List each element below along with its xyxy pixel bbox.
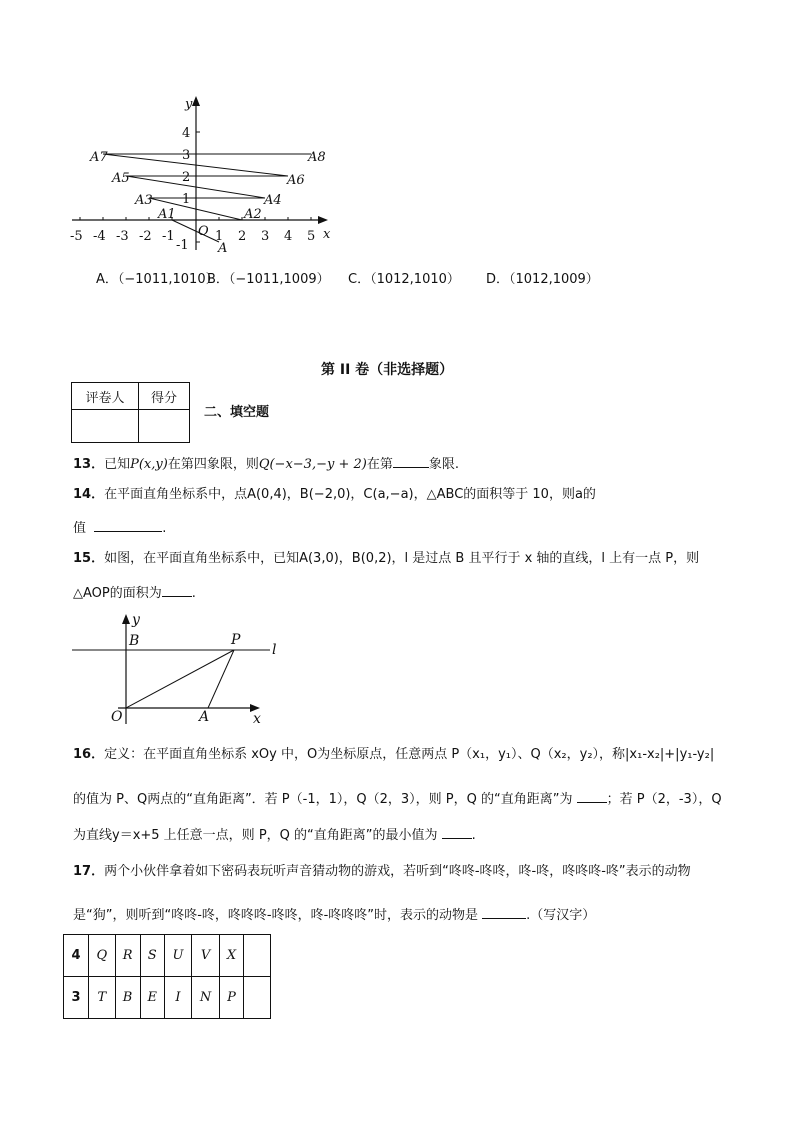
x-tick-label: 5 [307,229,316,244]
y-axis-label: y [185,97,193,112]
x-tick-label: -2 [139,229,152,244]
q13-point-p: P(x,y) [130,457,168,472]
question-17-line1 [73,864,691,880]
table-cell: B [115,977,140,1019]
question-number: 14． [73,487,105,502]
segment-op [126,650,234,708]
x-tick-label: -1 [162,229,175,244]
question-15-line1 [73,551,699,567]
question-15-line2 [73,584,196,602]
q13-point-q: Q(−x−3,−y + 2) [258,457,367,472]
q14-text: . [162,521,167,536]
table-cell: E [140,977,164,1019]
q14-text: 值 [73,521,87,536]
cipher-table [63,934,271,1019]
q14-text: 在平面直角坐标系中，点A(0,4)，B(−2,0)，C(a,−a)，△ABC的面积等于 10，则a的 [104,487,596,502]
table-cell: X [220,935,244,977]
y-axis-arrow [192,96,200,106]
point-label-a8: A8 [308,150,326,165]
origin-label: O [111,709,123,725]
point-label-a6: A6 [287,173,305,188]
answer-blank[interactable] [482,906,526,919]
table-cell: Q [89,935,116,977]
q13-text: 已知 [104,457,131,472]
x-axis-label: x [253,711,261,727]
table-row [64,935,271,977]
q17-text: .（写汉字） [526,908,596,923]
answer-blank[interactable] [393,455,429,468]
q13-text: 象限. [428,457,459,472]
answer-blank[interactable] [162,584,192,597]
question-13 [73,455,459,473]
answer-blank[interactable] [577,790,607,803]
q17-text: 两个小伙伴拿着如下密码表玩听声音猜动物的游戏，若听到“咚咚-咚咚，咚-咚，咚咚咚-咚”表示的动物 [104,864,691,879]
q15-text: △AOP的面积为 [73,586,162,601]
x-tick-label: 1 [215,229,224,244]
line-label-l: l [272,642,277,658]
q13-text: 在第 [366,457,393,472]
point-label-a: A [199,709,210,725]
section-heading: 二、填空题 [204,405,270,420]
point-label-a1: A1 [158,207,176,222]
table-cell: P [220,977,244,1019]
x-tick-label: 2 [238,229,247,244]
point-label-a4: A4 [264,193,282,208]
table-cell [244,935,271,977]
q16-text: 的值为 P、Q两点的“直角距离”．若 P（-1，1），Q（2，3），则 P，Q 的“直角距离”为 [73,792,573,807]
question-16-line1 [73,747,714,763]
y-tick-label: 3 [182,148,191,163]
q13-text: 在第四象限，则 [167,457,259,472]
question-16-line3 [73,826,476,844]
table-cell: T [89,977,116,1019]
answer-blank[interactable] [442,826,472,839]
q16-text: . [471,828,476,843]
grader-cell[interactable] [72,410,139,443]
table-cell: N [192,977,220,1019]
point-label-p: P [231,632,241,648]
table-row [64,977,271,1019]
question-14-line2 [73,519,166,537]
point-label-a7: A7 [90,150,108,165]
table-cell: R [115,935,140,977]
answer-blank[interactable] [94,519,162,532]
question-17-line2 [73,906,595,924]
y-tick-label: -1 [176,238,189,253]
point-label-a: A [218,241,228,256]
x-axis-label: x [323,227,331,242]
table-cell: S [140,935,164,977]
point-label-a3: A3 [135,193,153,208]
score-cell[interactable] [139,410,190,443]
question-16-line2 [73,790,722,808]
section-title: 第 II 卷（非选择题） [321,362,454,378]
q16-text: 定义：在平面直角坐标系 xOy 中，O为坐标原点，任意两点 P（x₁，y₁）、Q（x₂，y₂），称|x₁-x₂|+|y₁-y₂| [104,747,715,762]
x-tick-label: -5 [70,229,83,244]
q16-text: 为直线y＝x+5 上任意一点，则 P，Q 的“直角距离”的最小值为 [73,828,438,843]
table-cell [244,977,271,1019]
x-tick-label: -4 [93,229,106,244]
y-axis-label: y [132,612,140,628]
zigzag-coordinate-graph [60,90,350,260]
y-tick-label: 1 [182,192,191,207]
x-axis-arrow [318,216,328,224]
table-cell: U [164,935,191,977]
question-number: 17． [73,864,105,879]
q15-text: . [191,586,196,601]
y-tick-label: 2 [182,170,191,185]
segment-ap [208,650,234,708]
q16-text: ；若 P（2，-3），Q [606,792,722,807]
point-label-b: B [129,633,140,649]
origin-label: O [198,224,209,239]
q15-text: 如图，在平面直角坐标系中，已知A(3,0)，B(0,2)，l 是过点 B 且平行于 x 轴的直线，l 上有一点 P，则 [104,551,700,566]
choice-b[interactable]: B．（−1011,1009） [207,272,330,287]
choice-c[interactable]: C．（1012,1010） [348,272,460,287]
point-label-a2: A2 [244,207,262,222]
point-label-a5: A5 [112,171,130,186]
grader-header: 评卷人 [72,383,139,410]
y-axis-arrow [122,614,130,624]
triangle-aop-figure [68,610,288,728]
score-header: 得分 [139,383,190,410]
question-14-line1 [73,487,596,503]
question-number: 13． [73,457,105,472]
x-tick-label: 4 [284,229,293,244]
table-cell: 4 [64,935,89,977]
y-tick-label: 4 [182,126,191,141]
x-tick-label: -3 [116,229,129,244]
table-cell: 3 [64,977,89,1019]
score-table [71,382,190,443]
table-cell: V [192,935,220,977]
choice-d[interactable]: D．（1012,1009） [486,272,599,287]
question-number: 15． [73,551,105,566]
q17-text: 是“狗”，则听到“咚咚-咚，咚咚咚-咚咚，咚-咚咚咚”时，表示的动物是 [73,908,479,923]
choice-a[interactable]: A．（−1011,1010） [96,272,219,287]
table-cell: I [164,977,191,1019]
question-number: 16． [73,747,105,762]
x-tick-label: 3 [261,229,270,244]
